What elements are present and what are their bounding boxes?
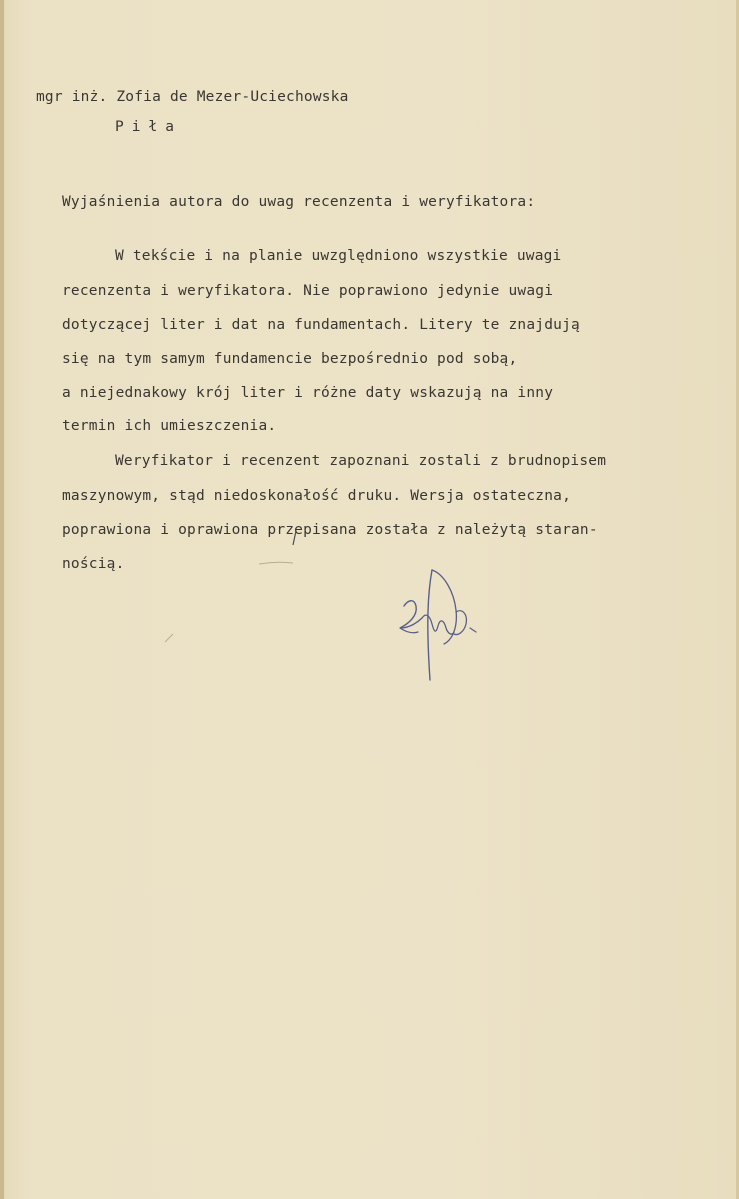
faint-tick-icon xyxy=(163,632,175,644)
paragraph1-line: a niejednakowy krój liter i różne daty wskazują na inny xyxy=(62,385,554,401)
paragraph2-line: nością. xyxy=(62,556,125,572)
faint-stroke-icon xyxy=(258,560,294,566)
handwritten-signature-icon xyxy=(392,562,492,687)
paragraph1-line: termin ich umieszczenia. xyxy=(62,418,277,434)
page-edge-left xyxy=(0,0,4,1199)
author-name: mgr inż. Zofia de Mezer-Uciechowska xyxy=(36,89,349,105)
document-title: Wyjaśnienia autora do uwag recenzenta i weryfikatora: xyxy=(62,194,536,210)
paragraph1-line: dotyczącej liter i dat na fundamentach. Litery te znajdują xyxy=(62,317,580,333)
paragraph2-line: maszynowym, stąd niedoskonałość druku. Wersja ostateczna, xyxy=(62,488,571,504)
paragraph1-line: recenzenta i weryfikatora. Nie poprawiono jedynie uwagi xyxy=(62,283,554,299)
city-name: Piła xyxy=(115,119,182,135)
paragraph1-line: się na tym samym fundamencie bezpośrednio pod sobą, xyxy=(62,351,518,367)
pen-mark-icon xyxy=(290,530,300,546)
paragraph2-line: poprawiona i oprawiona przepisana została z należytą staran- xyxy=(62,522,598,538)
paragraph2-line: Weryfikator i recenzent zapoznani zostali z brudnopisem xyxy=(115,453,607,469)
paragraph1-line: W tekście i na planie uwzględniono wszystkie uwagi xyxy=(115,248,562,264)
